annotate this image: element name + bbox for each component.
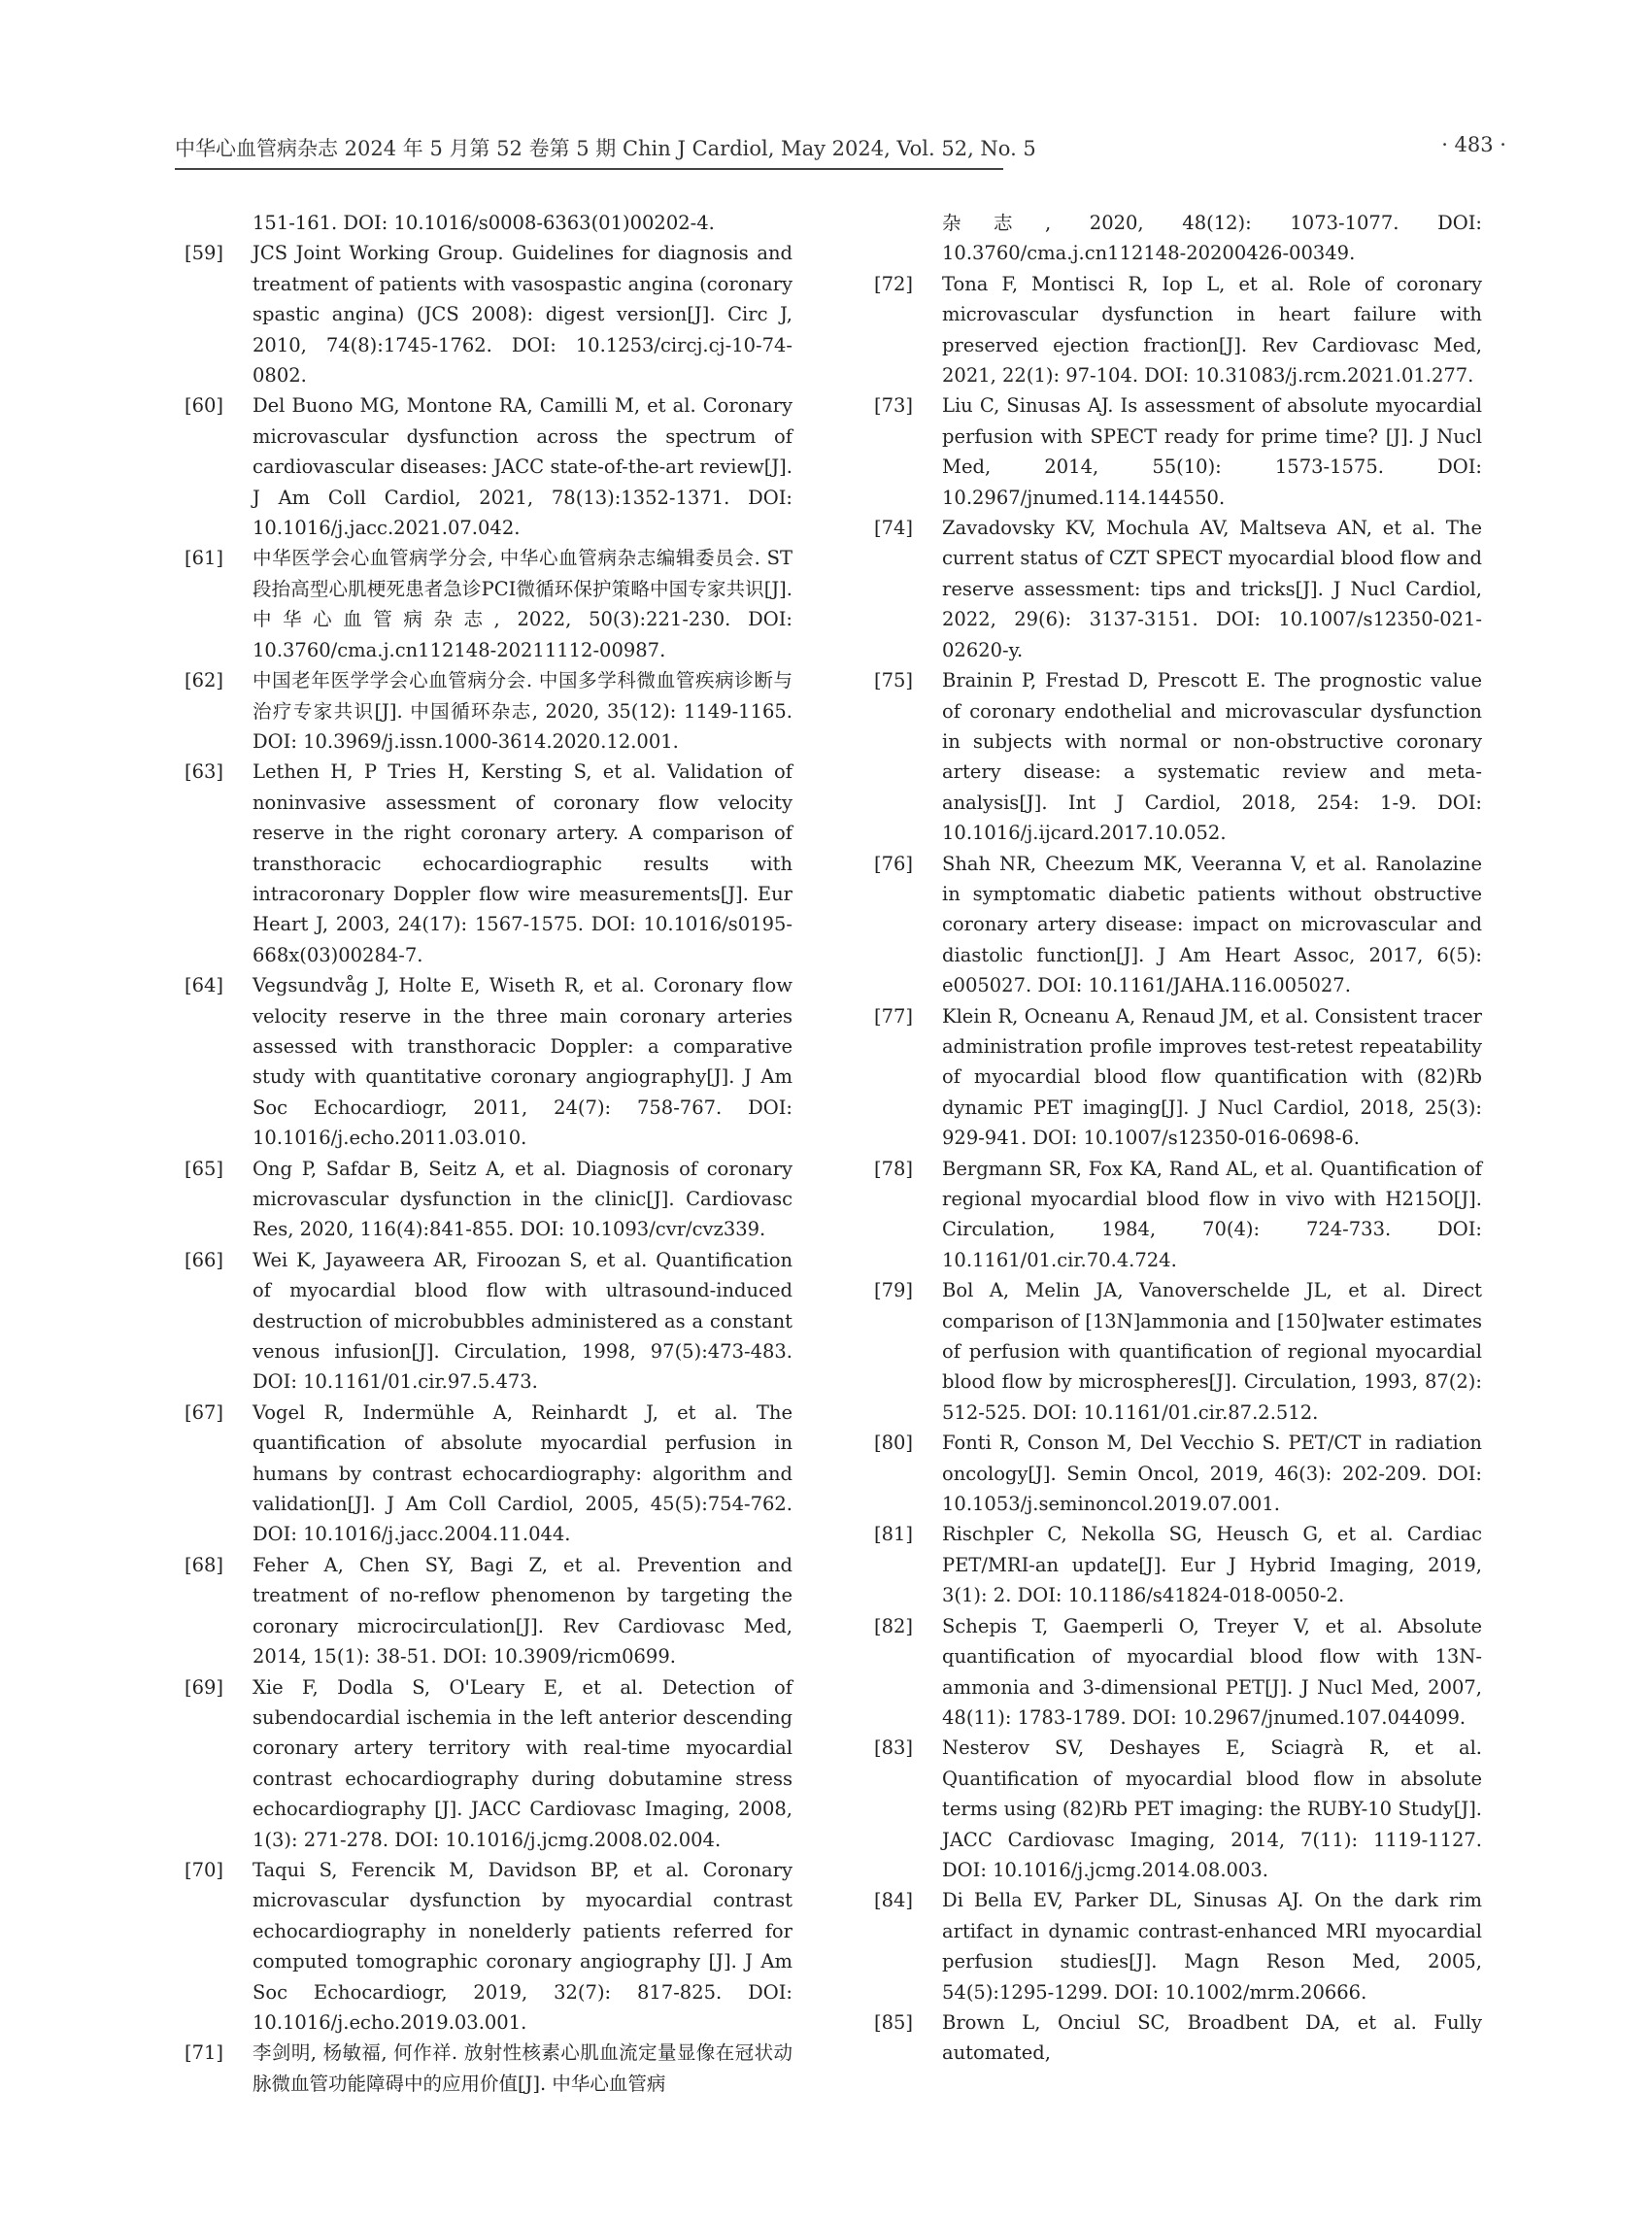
reference-number: [77] [874,1004,914,1028]
reference-text: Klein R, Ocneanu A, Renaud JM, et al. Consistent tracer administration profile improves test-retest repeatability of myocardial blood flow quantification with (82)Rb dynamic PET imaging[J]. J Nucl Cardiol, 2018, 25(3): 929-941. DOI: 10.1007/s12350-016-0698-6. [942,1004,1482,1150]
reference-number: [74] [874,517,914,540]
left-column [185,208,792,2099]
reference-item [185,757,792,970]
reference-item [874,1154,1482,1276]
reference-item [874,1428,1482,1519]
reference-number: [67] [185,1400,224,1424]
reference-number: [65] [185,1157,224,1180]
reference-item [185,1855,792,2038]
reference-text: Feher A, Chen SY, Bagi Z, et al. Prevention and treatment of no-reflow phenomenon by targeting the coronary microcirculation[J]. Rev Cardiovasc Med, 2014, 15(1): 38-51. DOI: 10.3909/ricm0699. [253,1553,792,1669]
reference-text: Bergmann SR, Fox KA, Rand AL, et al. Quantification of regional myocardial blood flow in vivo with H215O[J]. Circulation, 1984, 70(4): 724-733. DOI: 10.1161/01.cir.70.4.724. [942,1157,1482,1271]
reference-number: [78] [874,1157,914,1180]
reference-text: Tona F, Montisci R, Iop L, et al. Role of coronary microvascular dysfunction in heart failure with preserved ejection fraction[J]. Rev Cardiovasc Med, 2021, 22(1): 97-104. DOI: 10.31083/j.rcm.2021.01.277. [942,272,1482,388]
reference-text: Di Bella EV, Parker DL, Sinusas AJ. On the dark rim artifact in dynamic contrast-enhanced MRI myocardial perfusion studies[J]. Magn Reson Med, 2005, 54(5):1295-1299. DOI: 10.1002/mrm.20666. [942,1889,1482,2004]
reference-text: Brainin P, Frestad D, Prescott E. The prognostic value of coronary endothelial and microvascular dysfunction in subjects with normal or non-obstructive coronary artery disease: a systematic review and meta-analysis[J]. Int J Cardiol, 2018, 254: 1-9. DOI: 10.1016/j.ijcard.2017.10.052. [942,669,1482,845]
journal-info: 中华心血管病杂志 2024 年 5 月第 52 卷第 5 期 Chin J Cardiol, May 2024, Vol. 52, No. 5 [175,137,1036,160]
reference-number: [75] [874,669,914,692]
reference-number: [68] [185,1553,224,1576]
reference-number: [76] [874,852,914,875]
reference-item [874,1275,1482,1428]
reference-item [874,1885,1482,2007]
reference-number: [84] [874,1889,914,1912]
reference-item [185,2038,792,2099]
reference-item [874,1733,1482,1885]
reference-text: Zavadovsky KV, Mochula AV, Maltseva AN, et al. The current status of CZT SPECT myocardial blood flow and reserve assessment: tips and tricks[J]. J Nucl Cardiol, 2022, 29(6): 3137-3151. DOI: 10.1007/s12350-021-02620-y. [942,517,1482,661]
reference-item [185,390,792,543]
reference-item [874,665,1482,848]
reference-continuation: 151-161. DOI: 10.1016/s0008-6363(01)00202-4. [253,212,715,234]
reference-item [185,1550,792,1672]
reference-number: [80] [874,1432,914,1455]
reference-text: Xie F, Dodla S, O'Leary E, et al. Detection of subendocardial ischemia in the left anterior descending coronary artery territory with real-time myocardial contrast echocardiography during dobutamine stress echocardiography [J]. JACC Cardiovasc Imaging, 2008, 1(3): 271-278. DOI: 10.1016/j.jcmg.2008.02.004. [253,1675,792,1851]
reference-item [874,513,1482,665]
reference-item [874,2007,1482,2069]
reference-text: Bol A, Melin JA, Vanoverschelde JL, et al. Direct comparison of [13N]ammonia and [150]water estimates of perfusion with quantification of regional myocardial blood flow by microspheres[J]. Circulation, 1993, 87(2): 512-525. DOI: 10.1161/01.cir.87.2.512. [942,1279,1482,1424]
reference-item [185,543,792,665]
reference-text: 中华医学会心血管病学分会, 中华心血管病杂志编辑委员会. ST段抬高型心肌梗死患者急诊PCI微循环保护策略中国专家共识[J]. 中华心血管病杂志, 2022, 50(3):221-230. DOI: 10.3760/cma.j.cn112148-20211112-00987. [253,547,792,661]
reference-number: [73] [874,394,914,418]
reference-text: JCS Joint Working Group. Guidelines for diagnosis and treatment of patients with vasospastic angina (coronary spastic angina) (JCS 2008): digest version[J]. Circ J, 2010, 74(8):1745-1762. DOI: 10.1253/circj.cj-10-74-0802. [253,242,792,388]
reference-text: Shah NR, Cheezum MK, Veeranna V, et al. Ranolazine in symptomatic diabetic patients without obstructive coronary artery disease: impact on microvascular and diastolic function[J]. J Am Heart Assoc, 2017, 6(5): e005027. DOI: 10.1161/JAHA.116.005027. [942,852,1482,997]
reference-item [185,665,792,757]
reference-number: [66] [185,1248,224,1271]
reference-text: Vegsundvåg J, Holte E, Wiseth R, et al. Coronary flow velocity reserve in the three main coronary arteries assessed with transthoracic Doppler: a comparative study with quantitative coronary angiography[J]. J Am Soc Echocardiogr, 2011, 24(7): 758-767. DOI: 10.1016/j.echo.2011.03.010. [253,974,792,1150]
reference-item [185,1398,792,1550]
reference-text: Del Buono MG, Montone RA, Camilli M, et al. Coronary microvascular dysfunction across the spectrum of cardiovascular diseases: JACC state-of-the-art review[J]. J Am Coll Cardiol, 2021, 78(13):1352-1371. DOI: 10.1016/j.jacc.2021.07.042. [253,394,792,540]
reference-number: [82] [874,1614,914,1637]
reference-number: [72] [874,272,914,295]
reference-number: [83] [874,1736,914,1760]
reference-item [874,269,1482,391]
reference-text: Rischpler C, Nekolla SG, Heusch G, et al. Cardiac PET/MRI-an update[J]. Eur J Hybrid Imaging, 2019, 3(1): 2. DOI: 10.1186/s41824-018-0050-2. [942,1523,1482,1607]
reference-text: Fonti R, Conson M, Del Vecchio S. PET/CT in radiation oncology[J]. Semin Oncol, 2019, 46(3): 202-209. DOI: 10.1053/j.seminoncol.2019.07.001. [942,1432,1482,1516]
reference-list [185,238,792,2099]
reference-number: [63] [185,760,224,784]
page-number: · 483 · [1441,133,1506,156]
reference-item [185,1154,792,1245]
reference-number: [79] [874,1279,914,1302]
reference-text: Ong P, Safdar B, Seitz A, et al. Diagnosis of coronary microvascular dysfunction in the clinic[J]. Cardiovasc Res, 2020, 116(4):841-855. DOI: 10.1093/cvr/cvz339. [253,1157,792,1241]
reference-text: Wei K, Jayaweera AR, Firoozan S, et al. Quantification of myocardial blood flow with ultrasound-induced destruction of microbubbles administered as a constant venous infusion[J]. Circulation, 1998, 97(5):473-483. DOI: 10.1161/01.cir.97.5.473. [253,1248,792,1394]
reference-number: [71] [185,2041,224,2065]
reference-item [874,390,1482,513]
reference-text: Taqui S, Ferencik M, Davidson BP, et al. Coronary microvascular dysfunction by myocardial contrast echocardiography in nonelderly patients referred for computed tomographic coronary angiography [J]. J Am Soc Echocardiogr, 2019, 32(7): 817-825. DOI: 10.1016/j.echo.2019.03.001. [253,1858,792,2034]
reference-item [185,970,792,1153]
reference-item [185,238,792,390]
reference-text: Vogel R, Indermühle A, Reinhardt J, et al. The quantification of absolute myocardial perfusion in humans by contrast echocardiography: algorithm and validation[J]. J Am Coll Cardiol, 2005, 45(5):754-762. DOI: 10.1016/j.jacc.2004.11.044. [253,1400,792,1546]
reference-item [185,1245,792,1398]
reference-item [874,849,1482,1001]
page-header [175,133,1506,164]
reference-number: [81] [874,1523,914,1546]
reference-item [185,1672,792,1855]
reference-list [874,269,1482,2069]
header-rule [175,168,1003,170]
reference-number: [61] [185,547,224,570]
reference-number: [85] [874,2010,914,2034]
reference-text: Lethen H, P Tries H, Kersting S, et al. Validation of noninvasive assessment of coronary flow velocity reserve in the right coronary artery. A comparison of transthoracic echocardiographic results with intracoronary Doppler flow wire measurements[J]. Eur Heart J, 2003, 24(17): 1567-1575. DOI: 10.1016/s0195-668x(03)00284-7. [253,760,792,966]
reference-text: 李剑明, 杨敏福, 何作祥. 放射性核素心肌血流定量显像在冠状动脉微血管功能障碍中的应用价值[J]. 中华心血管病 [253,2041,792,2095]
reference-text: 中国老年医学学会心血管病分会. 中国多学科微血管疾病诊断与治疗专家共识[J]. 中国循环杂志, 2020, 35(12): 1149-1165. DOI: 10.3969/j.issn.1000-3614.2020.12.001. [253,669,792,753]
right-column [874,208,1482,2069]
reference-number: [62] [185,669,224,692]
reference-item [874,1611,1482,1734]
reference-text: Brown L, Onciul SC, Broadbent DA, et al. Fully automated, [942,2010,1482,2065]
reference-text: Nesterov SV, Deshayes E, Sciagrà R, et al. Quantification of myocardial blood flow in absolute terms using (82)Rb PET imaging: the RUBY-10 Study[J]. JACC Cardiovasc Imaging, 2014, 7(11): 1119-1127. DOI: 10.1016/j.jcmg.2014.08.003. [942,1736,1482,1881]
reference-number: [60] [185,394,224,418]
reference-number: [59] [185,242,224,265]
reference-item [874,1519,1482,1610]
reference-item [874,1001,1482,1154]
reference-text: Schepis T, Gaemperli O, Treyer V, et al. Absolute quantification of myocardial blood flow with 13N-ammonia and 3-dimensional PET[J]. J Nucl Med, 2007, 48(11): 1783-1789. DOI: 10.2967/jnumed.107.044099. [942,1614,1482,1729]
reference-number: [64] [185,974,224,997]
reference-number: [70] [185,1858,224,1881]
reference-text: Liu C, Sinusas AJ. Is assessment of absolute myocardial perfusion with SPECT ready for prime time? [J]. J Nucl Med, 2014, 55(10): 1573-1575. DOI: 10.2967/jnumed.114.144550. [942,394,1482,509]
reference-continuation: 杂志, 2020, 48(12): 1073-1077. DOI: 10.3760/cma.j.cn112148-20200426-00349. [942,212,1482,265]
reference-number: [69] [185,1675,224,1699]
